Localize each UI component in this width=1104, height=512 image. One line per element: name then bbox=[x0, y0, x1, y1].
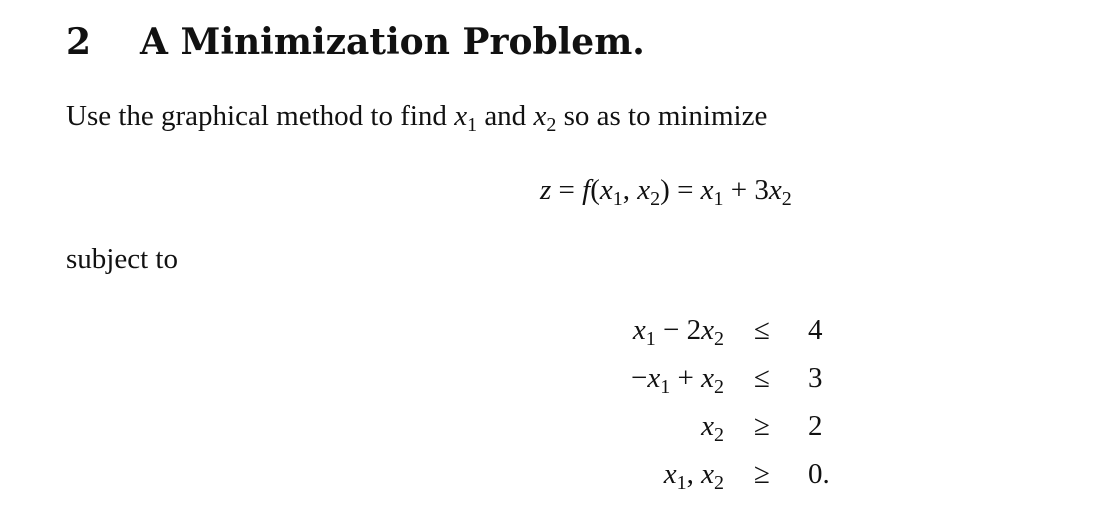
math-operator: − 2 bbox=[655, 314, 702, 346]
subscript: 1 bbox=[645, 328, 656, 350]
constraint-system bbox=[540, 312, 860, 504]
subscript: 1 bbox=[660, 376, 671, 398]
section-heading bbox=[66, 18, 645, 66]
intro-paragraph bbox=[66, 98, 767, 137]
intro-text-part2: and bbox=[477, 100, 534, 132]
constraint-lhs bbox=[633, 312, 724, 351]
constraint-row bbox=[540, 312, 860, 360]
subscript: 2 bbox=[714, 376, 724, 398]
math-variable: x bbox=[663, 458, 677, 490]
constraint-rhs: 2 bbox=[808, 410, 823, 442]
objective-function: $z = f(x_1$, $x_2) = x_1 + 3x_2$ bbox=[540, 174, 792, 210]
constraint-lhs bbox=[701, 408, 724, 447]
constraint-rhs: 3 bbox=[808, 362, 823, 394]
constraint-relation: ≤ bbox=[754, 362, 770, 394]
constraint-row bbox=[540, 360, 860, 408]
variable-x2: $x_2$ bbox=[533, 100, 557, 136]
math-variable: x bbox=[632, 314, 646, 346]
subscript: 2 bbox=[714, 472, 724, 494]
math-variable: x bbox=[701, 362, 714, 394]
constraint-rhs: 0. bbox=[808, 458, 830, 490]
math-operator: + bbox=[670, 362, 702, 394]
subscript: 1 bbox=[676, 472, 687, 494]
math-variable: x bbox=[701, 458, 714, 490]
math-variable: x bbox=[647, 362, 661, 394]
constraint-row bbox=[540, 456, 860, 504]
constraint-relation: ≥ bbox=[754, 410, 770, 442]
constraint-lhs bbox=[631, 360, 724, 399]
intro-text-part1: Use the graphical method to find bbox=[66, 100, 455, 132]
variable-x1: $x_1$ bbox=[454, 100, 478, 136]
math-operator: , bbox=[686, 458, 702, 490]
subject-to-label: subject to bbox=[66, 243, 178, 275]
math-variable: x bbox=[701, 410, 714, 442]
subscript: 2 bbox=[714, 424, 724, 446]
section-title: A Minimization Problem. bbox=[140, 21, 645, 63]
subscript: 2 bbox=[714, 328, 724, 350]
intro-text-part3: so as to minimize bbox=[556, 100, 768, 132]
constraint-row bbox=[540, 408, 860, 456]
constraint-lhs bbox=[664, 456, 724, 495]
section-number: 2 bbox=[66, 21, 92, 63]
constraint-rhs: 4 bbox=[808, 314, 823, 346]
math-variable: x bbox=[701, 314, 714, 346]
constraint-relation: ≥ bbox=[754, 458, 770, 490]
math-operator: − bbox=[631, 362, 648, 394]
constraint-relation: ≤ bbox=[754, 314, 770, 346]
